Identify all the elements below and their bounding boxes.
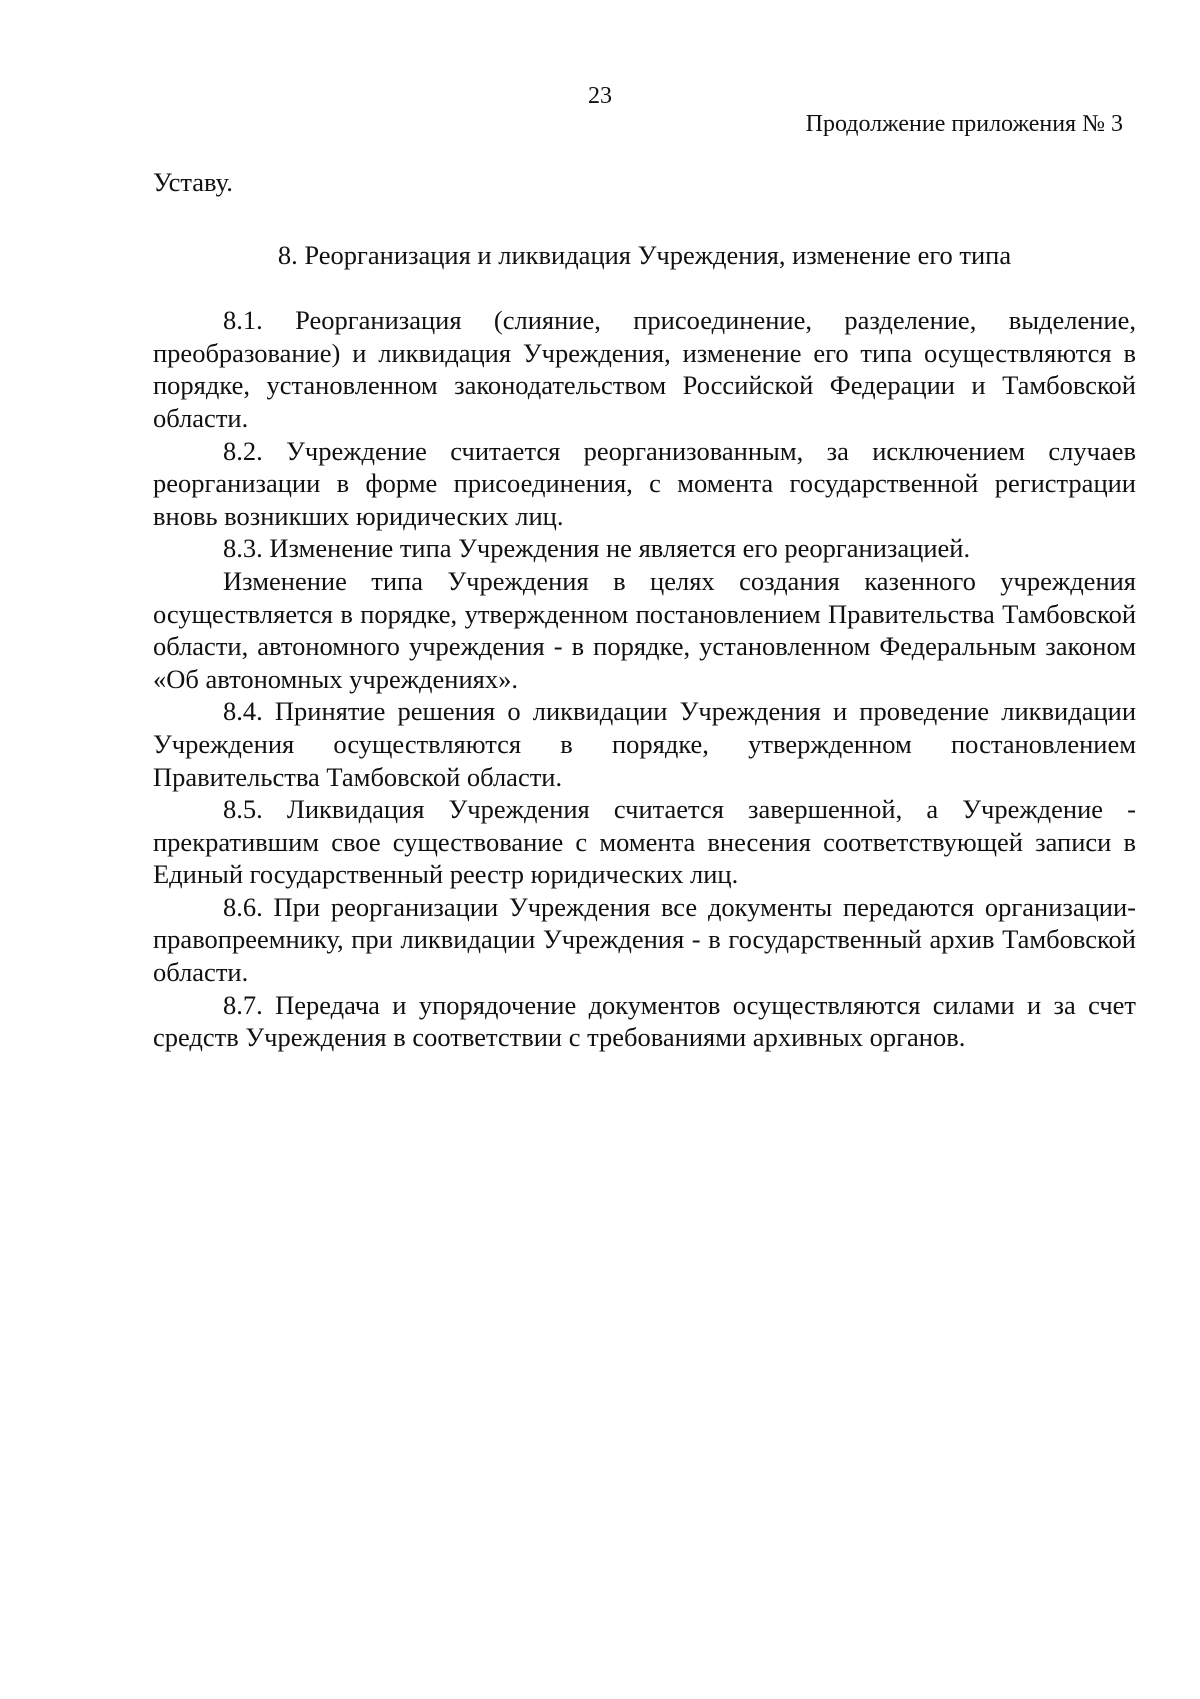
- paragraph-8-5: 8.5. Ликвидация Учреждения считается завершенной, а Учреждение - прекратившим свое существование с момента внесения соответствующей записи в Единый государственный реестр юридических лиц.: [153, 794, 1136, 890]
- paragraph-8-2: 8.2. Учреждение считается реорганизованным, за исключением случаев реорганизации в форме присоединения, с момента государственной регистрации вновь возникших юридических лиц.: [153, 435, 1136, 531]
- paragraph-8-3: 8.3. Изменение типа Учреждения не является его реорганизацией.: [223, 533, 971, 564]
- section-heading: 8. Реорганизация и ликвидация Учреждения, изменение его типа: [277, 239, 1012, 270]
- page-number: 23: [588, 83, 612, 109]
- continued-text: Уставу.: [153, 167, 233, 197]
- paragraph-8-1: 8.1. Реорганизация (слияние, присоединение, разделение, выделение, преобразование) и ликвидация Учреждения, изменение его типа осуществляются в порядке, установленном законодательством Российской Федерации и Тамбовской области.: [153, 305, 1136, 433]
- paragraph-8-7: 8.7. Передача и упорядочение документов осуществляются силами и за счет средств Учреждения в соответствии с требованиями архивных органов.: [153, 989, 1136, 1053]
- paragraph-8-4: 8.4. Принятие решения о ликвидации Учреждения и проведение ликвидации Учреждения осуществляются в порядке, утвержденном постановлением Правительства Тамбовской области.: [153, 696, 1136, 792]
- paragraph-8-3-continuation: Изменение типа Учреждения в целях создания казенного учреждения осуществляется в порядке, утвержденном постановлением Правительства Тамбовской области, автономного учреждения - в порядке, установленном Федеральным законом «Об автономных учреждениях».: [153, 565, 1136, 694]
- paragraph-8-6: 8.6. При реорганизации Учреждения все документы передаются организации-правопреемнику, при ликвидации Учреждения - в государственный архив Тамбовской области.: [153, 891, 1136, 988]
- continuation-note: Продолжение приложения № 3: [805, 111, 1123, 137]
- document-body: [153, 166, 1136, 1054]
